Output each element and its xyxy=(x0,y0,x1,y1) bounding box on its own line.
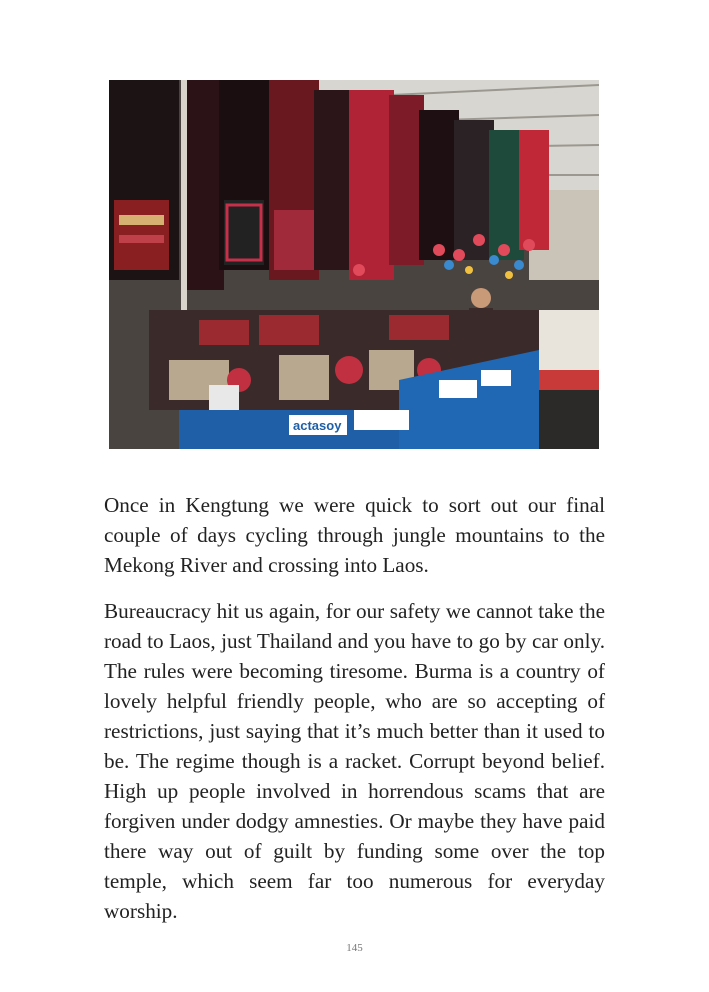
page-number: 145 xyxy=(346,942,363,954)
vendor-head xyxy=(471,288,491,308)
body-text xyxy=(104,490,605,926)
market-stall-illustration xyxy=(109,80,599,449)
market-stall-photo xyxy=(109,80,599,449)
paragraph-2: Bureaucracy hit us again, for our safety we cannot take the road to Laos, just Thailand and you have to go by car only. The rules were becoming tiresome. Burma is a country of lovely helpful friendly people, who are so accepting of restrictions, just saying that it’s much better than it used to be. The regime though is a racket. Corrupt beyond belief. High up people involved in horrendous scams that are forgiven under dodgy amnesties. Or maybe they have paid there way out of guilt by funding some over the top temple, which seem far too numerous for everyday worship. xyxy=(104,599,605,923)
box-label: actasoy xyxy=(293,418,342,433)
paragraph-1: Once in Kengtung we were quick to sort out our final couple of days cycling through jungle mountains to the Mekong River and crossing into Laos. xyxy=(104,493,605,577)
